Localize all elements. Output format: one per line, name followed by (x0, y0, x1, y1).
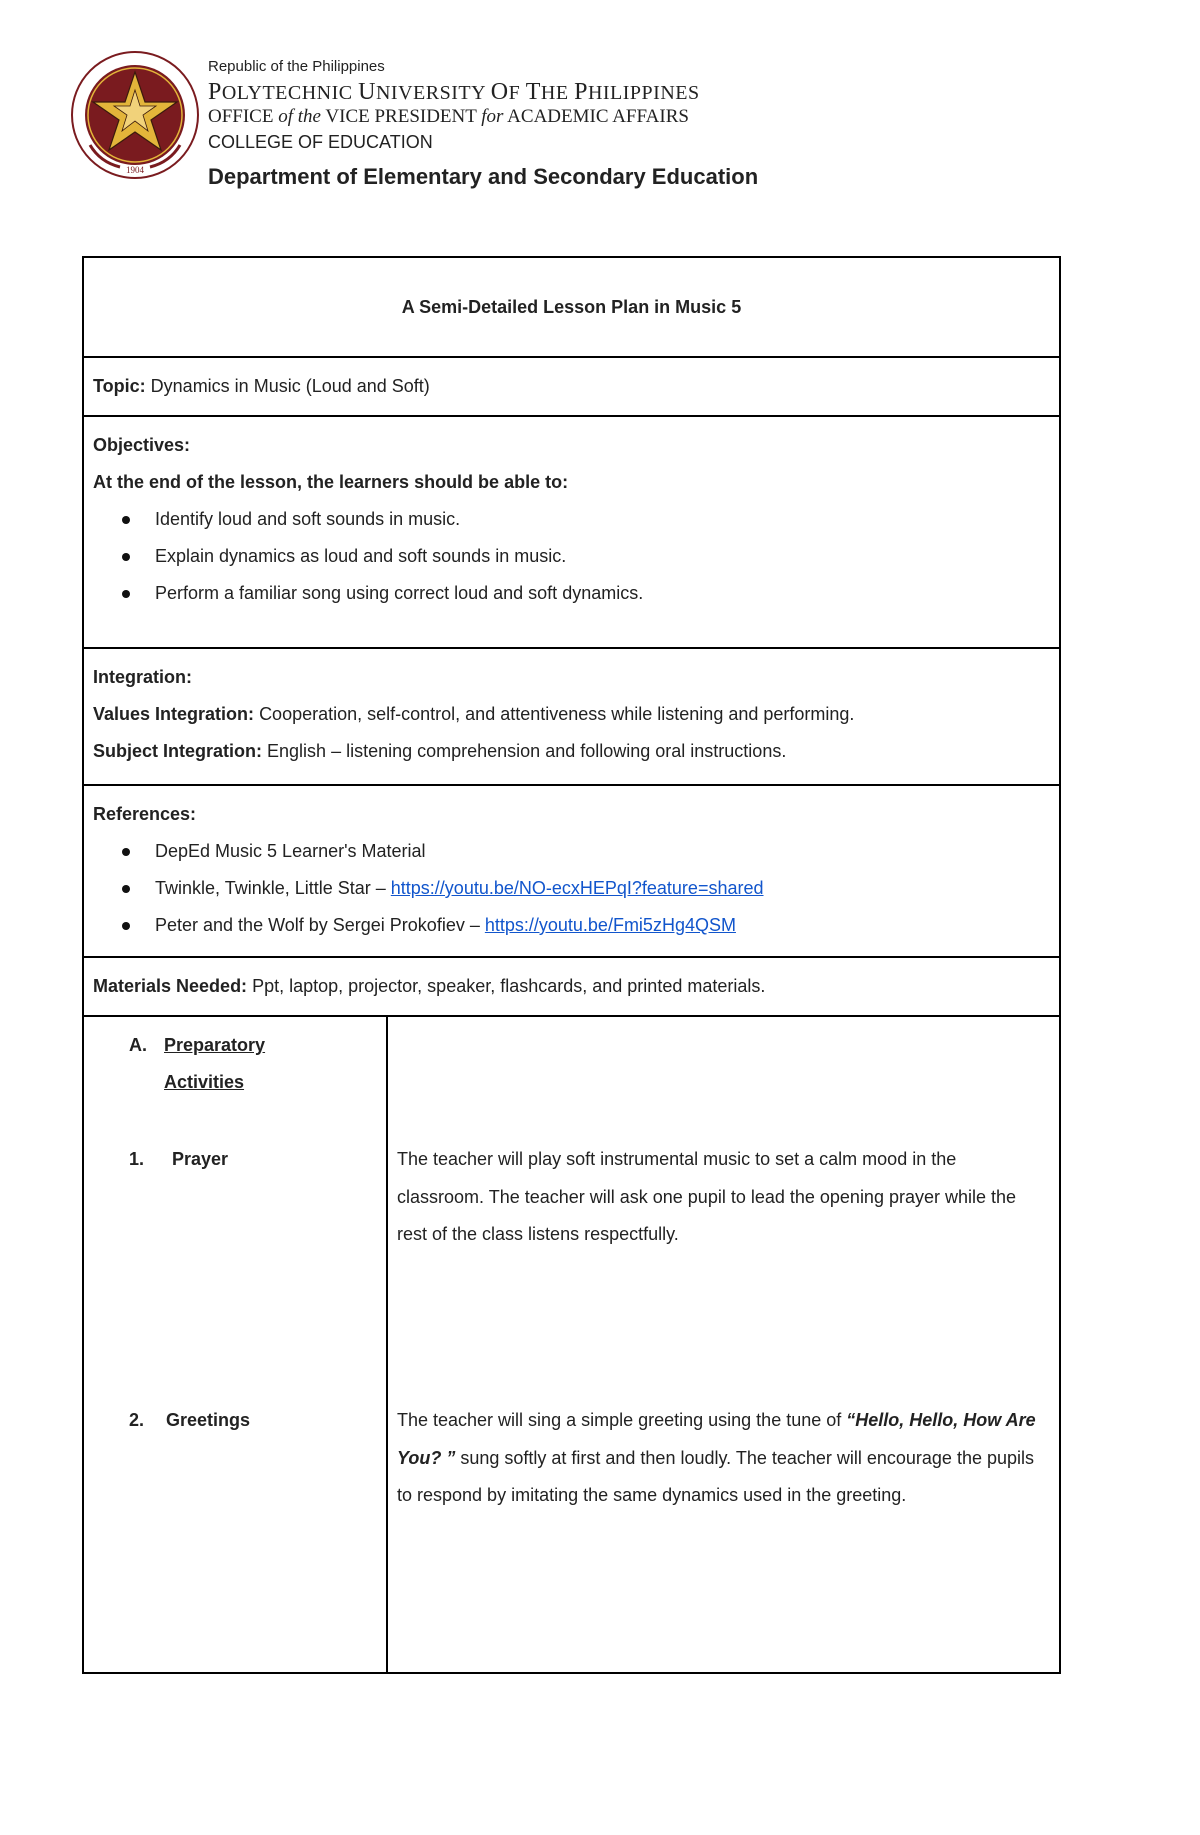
step-number: 1. (129, 1149, 145, 1169)
office-line (208, 106, 888, 132)
seal-year: 1904 (126, 165, 144, 175)
integration-label: Integration: (93, 667, 192, 687)
references-label: References: (93, 804, 197, 824)
republic-line: Republic of the Philippines (208, 58, 385, 75)
topic-label: Topic: (93, 376, 146, 396)
reference-item (120, 907, 1050, 944)
materials-row (84, 958, 1059, 1017)
letterhead-text (208, 58, 888, 190)
objectives-list (120, 501, 1050, 612)
greetings-song-title: “Hello, Hello, How Are You? ” (397, 1410, 1036, 1468)
procedure-right-column (388, 1017, 1059, 1672)
objective-item: Perform a familiar song using correct loud and soft dynamics. (120, 575, 1050, 612)
reference-link-peter-wolf[interactable]: https://youtu.be/Fmi5zHg4QSM (484, 915, 736, 935)
topic-line (93, 368, 1050, 405)
values-integration-label: Values Integration: (93, 704, 255, 724)
reference-item (120, 833, 1050, 870)
office-vp: VICE PRESIDENT (325, 106, 477, 127)
procedure-row (84, 1017, 1059, 1672)
greetings-desc-part-2: sung softly at first and then loudly. The teacher will encourage the pupils to respond by imitating the same dynamics used in the greeting. (397, 1447, 1034, 1505)
reference-text: DepEd Music 5 Learner's Material (155, 841, 426, 861)
integration-row (84, 649, 1059, 786)
office-suffix: ACADEMIC AFFAIRS (507, 106, 689, 127)
objectives-label: Objectives: (93, 435, 191, 455)
office-prefix: OFFICE (208, 106, 274, 127)
step-number: 2. (129, 1410, 145, 1430)
letterhead (70, 50, 870, 210)
prayer-description: The teacher will play soft instrumental music to set a calm mood in the classroom. The teacher will ask one pupil to lead the opening prayer while the rest of the class listens respectfully. (397, 1149, 1017, 1244)
values-integration-line (93, 696, 1050, 733)
references-list (120, 833, 1050, 944)
greetings-description (397, 1402, 1037, 1515)
step-title: Greetings (166, 1410, 251, 1430)
greetings-desc-part-1: The teacher will sing a simple greeting using the tune of (397, 1410, 847, 1430)
reference-item (120, 870, 1050, 907)
objectives-intro: At the end of the lesson, the learners should be able to: (93, 472, 569, 492)
college-name: COLLEGE OF EDUCATION (208, 132, 433, 152)
subject-integration-label: Subject Integration: (93, 741, 263, 761)
department-name: Department of Elementary and Secondary Education (208, 164, 759, 189)
materials-value: Ppt, laptop, projector, speaker, flashcards, and printed materials. (252, 976, 766, 996)
section-a-title: Preparatory Activities (164, 1035, 266, 1092)
materials-line (93, 968, 1050, 1005)
lesson-plan-title: A Semi-Detailed Lesson Plan in Music 5 (84, 258, 1059, 358)
lesson-plan-table (82, 256, 1061, 1674)
subject-integration-line (93, 733, 1050, 770)
step-title: Prayer (172, 1149, 229, 1169)
reference-text: Twinkle, Twinkle, Little Star – (155, 878, 391, 898)
subject-integration-value: English – listening comprehension and following oral instructions. (267, 741, 787, 761)
objective-item: Explain dynamics as loud and soft sounds in music. (120, 538, 1050, 575)
values-integration-value: Cooperation, self-control, and attentiveness while listening and performing. (259, 704, 855, 724)
office-of-the: of the (278, 106, 321, 127)
university-name: POLYTECHNIC UNIVERSITY OF THE PHILIPPINES (208, 79, 700, 105)
university-seal-logo (70, 50, 200, 180)
objectives-row (84, 417, 1059, 649)
objective-item: Identify loud and soft sounds in music. (120, 501, 1050, 538)
office-for: for (481, 106, 504, 127)
reference-link-twinkle[interactable]: https://youtu.be/NO-ecxHEPqI?feature=shared (390, 878, 764, 898)
reference-text: Peter and the Wolf by Sergei Prokofiev – (155, 915, 485, 935)
section-a-number: A. (129, 1035, 147, 1055)
procedure-left-column (84, 1017, 388, 1672)
references-row (84, 786, 1059, 958)
materials-label: Materials Needed: (93, 976, 248, 996)
topic-value: Dynamics in Music (Loud and Soft) (150, 376, 430, 396)
topic-row (84, 358, 1059, 417)
